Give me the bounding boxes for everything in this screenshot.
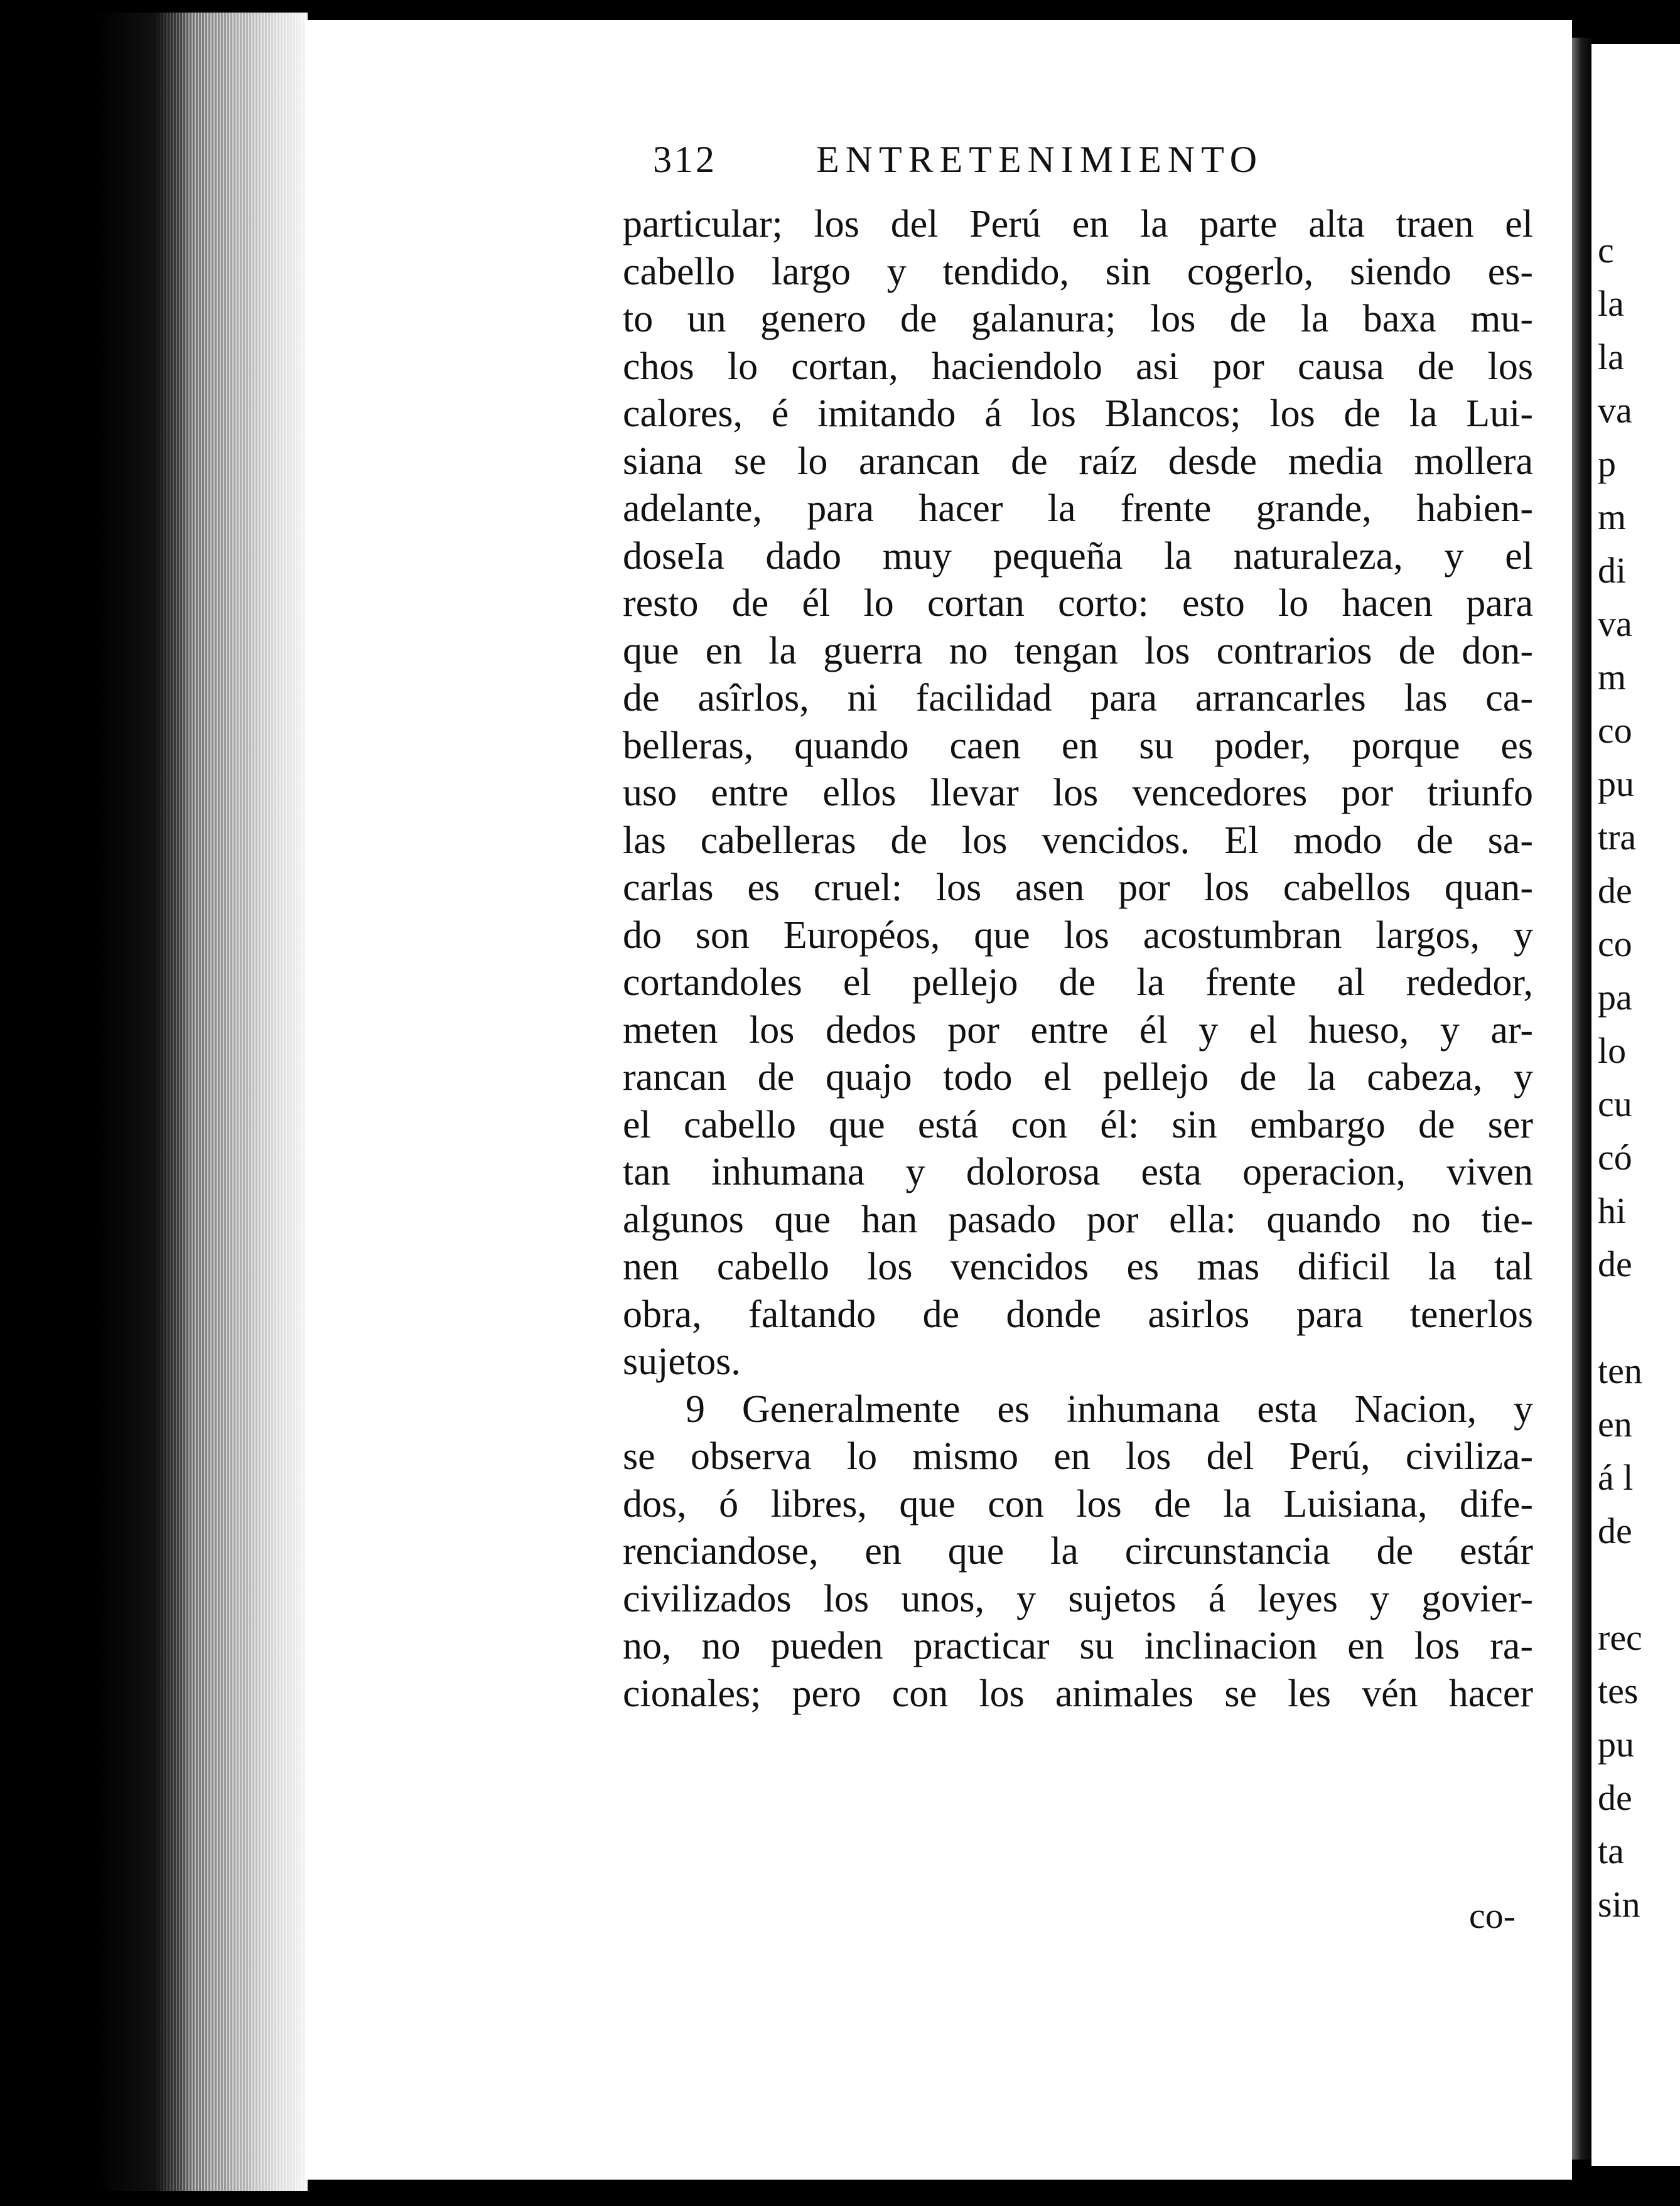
- facing-page-fragment: rec: [1598, 1617, 1642, 1658]
- text-line: uso entre ellos llevar los vencedores por triunfo: [623, 772, 1533, 814]
- text-line: que en la guerra no tengan los contrarios de don-: [623, 629, 1533, 672]
- facing-page-fragment: pu: [1598, 1724, 1634, 1765]
- text-line: nen cabello los vencidos es mas dificil la tal: [623, 1246, 1533, 1288]
- facing-page-fragment: co: [1598, 710, 1632, 751]
- facing-page-fragment: la: [1598, 336, 1624, 377]
- running-header: [653, 138, 1343, 188]
- facing-page-fragment: ta: [1598, 1831, 1624, 1871]
- catchword: co-: [1469, 1895, 1516, 1936]
- facing-page-fragment: de: [1598, 870, 1632, 911]
- text-line: sujetos.: [623, 1340, 741, 1383]
- text-line: tan inhumana y dolorosa esta operacion, viven: [623, 1151, 1533, 1193]
- text-line: renciandose, en que la circunstancia de estár: [623, 1530, 1533, 1573]
- facing-page-fragment: p: [1598, 443, 1616, 484]
- facing-page: [1591, 44, 1680, 2166]
- text-line: no, no pueden practicar su inclinacion en los ra-: [623, 1625, 1533, 1667]
- facing-page-fragment: cu: [1598, 1084, 1632, 1124]
- paragraph-start-line: 9 Generalmente es inhumana esta Nacion, y: [686, 1387, 1533, 1431]
- text-line: particular; los del Perú en la parte alta traen el: [623, 203, 1533, 245]
- facing-page-fragment: tes: [1598, 1671, 1639, 1711]
- text-line: cortandoles el pellejo de la frente al rededor,: [623, 961, 1533, 1004]
- facing-page-fragment: c: [1598, 230, 1614, 271]
- facing-page-fragment: hi: [1598, 1190, 1627, 1231]
- facing-page-fragment: la: [1598, 283, 1624, 324]
- text-line: adelante, para hacer la frente grande, habien-: [623, 487, 1533, 530]
- edge-shadow: [94, 13, 195, 2191]
- facing-page-fragment: ten: [1598, 1350, 1642, 1391]
- facing-page-fragment: pa: [1598, 977, 1632, 1018]
- text-line: carlas es cruel: los asen por los cabellos quan-: [623, 866, 1533, 909]
- facing-page-fragment: co: [1598, 923, 1632, 964]
- text-line: do son Européos, que los acostumbran largos, y: [623, 913, 1533, 957]
- text-line: siana se lo arancan de raíz desde media mollera: [623, 439, 1533, 483]
- facing-page-fragment: sin: [1598, 1884, 1640, 1925]
- facing-page-fragment: di: [1598, 550, 1627, 591]
- facing-page-fragment: en: [1598, 1404, 1632, 1445]
- running-title: ENTRETENIMIENTO: [816, 139, 1264, 180]
- text-line: rancan de quajo todo el pellejo de la cabeza, y: [623, 1056, 1533, 1099]
- facing-page-fragment: va: [1598, 390, 1632, 431]
- text-line: cionales; pero con los animales se les vén hacer: [623, 1672, 1533, 1715]
- facing-page-fragment: de: [1598, 1777, 1632, 1818]
- facing-page-fragment: lo: [1598, 1030, 1627, 1071]
- text-line: chos lo cortan, haciendolo asi por causa de los: [623, 345, 1533, 388]
- facing-page-fragment: pu: [1598, 763, 1634, 804]
- text-line: cabello largo y tendido, sin cogerlo, siendo es-: [623, 250, 1533, 293]
- facing-page-fragment: va: [1598, 603, 1632, 644]
- text-line: obra, faltando de donde asirlos para tenerlos: [623, 1293, 1533, 1336]
- text-line: calores, é imitando á los Blancos; los de la Lui-: [623, 392, 1533, 435]
- text-line: meten los dedos por entre él y el hueso, y ar-: [623, 1008, 1533, 1052]
- facing-page-fragment: có: [1598, 1137, 1632, 1178]
- text-line: se observa lo mismo en los del Perú, civiliza-: [623, 1435, 1533, 1478]
- facing-page-fragment: de: [1598, 1244, 1632, 1284]
- facing-page-fragment: á l: [1598, 1457, 1634, 1498]
- text-line: resto de él lo cortan corto: esto lo hacen para: [623, 582, 1533, 625]
- text-line: algunos que han pasado por ella: quando no tie-: [623, 1198, 1533, 1241]
- text-line: las cabelleras de los vencidos. El modo de sa-: [623, 819, 1533, 862]
- text-line: dos, ó libres, que con los de la Luisiana, dife-: [623, 1482, 1533, 1525]
- body-text: [623, 201, 1533, 1718]
- facing-page-fragment: m: [1598, 657, 1627, 697]
- page-edges: [94, 13, 308, 2191]
- text-line: el cabello que está con él: sin embargo de ser: [623, 1103, 1533, 1146]
- facing-page-fragment: m: [1598, 497, 1627, 537]
- text-line: doseIa dado muy pequeña la naturaleza, y el: [623, 534, 1533, 578]
- facing-page-fragment: de: [1598, 1510, 1632, 1551]
- page-number: 312: [653, 139, 717, 180]
- text-line: to un genero de galanura; los de la baxa mu-: [623, 298, 1533, 340]
- text-line: belleras, quando caen en su poder, porque es: [623, 724, 1533, 767]
- text-line: de asîrlos, ni facilidad para arrancarles las ca-: [623, 677, 1533, 719]
- text-line: civilizados los unos, y sujetos á leyes y govier-: [623, 1577, 1533, 1620]
- facing-page-fragment: tra: [1598, 817, 1637, 858]
